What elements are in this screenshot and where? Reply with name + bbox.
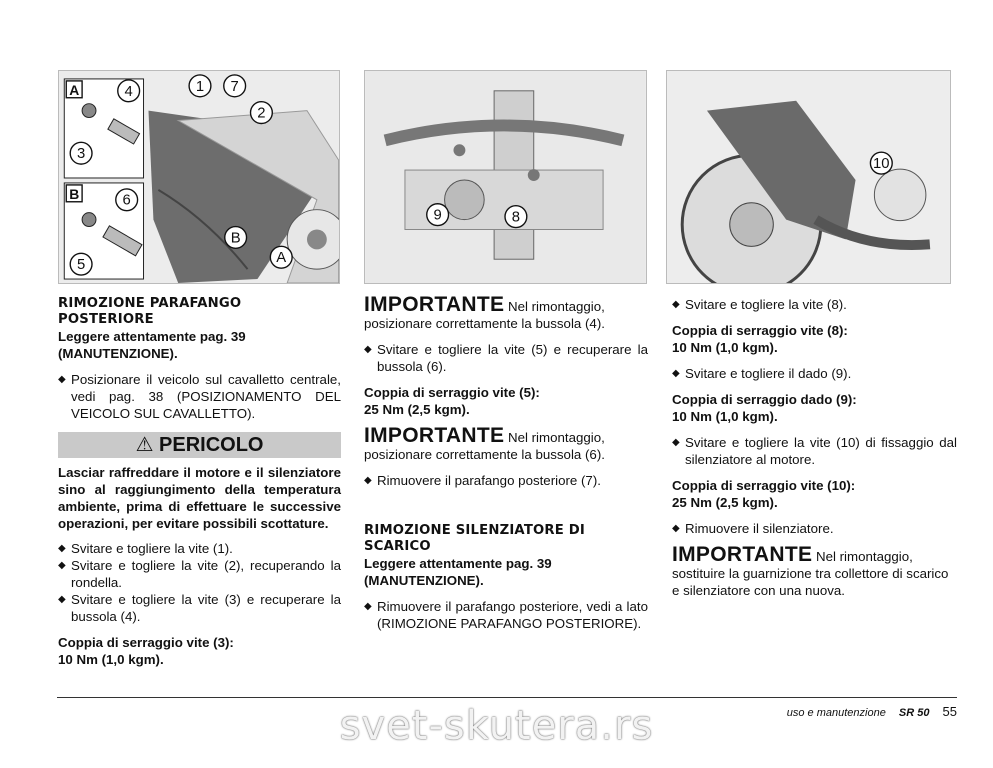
callout-1: 1 [195,78,205,95]
warning-text: Lasciar raffreddare il motore e il silenziatore sino al raggiungimento della temperatura ambiente, prima di effettuare le successive operazioni, per evitare possibili scottature. [58,465,341,531]
figure-silencer-bolts [364,70,647,284]
torque-label: Coppia di serraggio vite (8): [672,323,848,338]
list-item: ◆ Svitare e togliere la vite (5) e recuperare la bussola (6). [364,341,648,375]
callout-4: 4 [124,83,133,100]
important-note [672,543,957,599]
torque-label: Coppia di serraggio vite (5): [364,385,540,400]
important-note [364,293,648,332]
torque-value: 10 Nm (1,0 kgm). [672,409,778,424]
warning-banner [58,432,341,458]
footer-model: SR 50 [898,707,930,719]
callout-6: 6 [122,192,131,209]
read-note: Leggere attentamente pag. 39 (MANUTENZIONE). [58,329,246,361]
torque-value: 10 Nm (1,0 kgm). [58,652,164,667]
section-heading-silencer: RIMOZIONE SILENZIATORE DI SCARICO [364,523,586,554]
callout-2: 2 [257,105,266,122]
list-item: ◆ Rimuovere il parafango posteriore, vedi a lato (RIMOZIONE PARAFANGO POSTERIORE). [364,598,648,632]
page-number: 55 [942,704,957,719]
list-item: ◆ Posizionare il veicolo sul cavalletto centrale, vedi pag. 38 (POSIZIONAMENTO DEL VEICOLO SUL CAVALLETTO). [58,371,341,422]
important-label: IMPORTANTE [364,293,505,316]
important-text: Nel rimontaggio, posizionare correttamente la bussola (6). [364,430,605,462]
list-item: ◆ Rimuovere il parafango posteriore (7). [364,472,648,489]
column-3 [672,296,957,599]
important-label: IMPORTANTE [672,543,813,566]
list-item: ◆ Svitare e togliere la vite (3) e recuperare la bussola (4). [58,591,341,625]
torque-label: Coppia di serraggio dado (9): [672,392,857,407]
torque-value: 10 Nm (1,0 kgm). [672,340,778,355]
list-item: ◆ Rimuovere il silenziatore. [672,520,957,537]
read-note: Leggere attentamente pag. 39 (MANUTENZIONE). [364,556,552,588]
exhaust-illustration [667,71,950,283]
callout-9: 9 [433,207,442,224]
figure-fender-removal [58,70,340,284]
list-item: ◆ Svitare e togliere la vite (1). [58,540,341,557]
callout-3: 3 [76,146,86,163]
list-item: ◆ Svitare e togliere la vite (8). [672,296,957,313]
torque-value: 25 Nm (2,5 kgm). [364,402,470,417]
important-text: Nel rimontaggio, sostituire la guarnizione tra collettore di scarico e silenziatore con una nuova. [672,549,949,598]
warning-title: PERICOLO [159,434,264,456]
callout-part-b: B [230,230,241,247]
torque-label: Coppia di serraggio vite (10): [672,478,856,493]
callout-10: 10 [873,156,890,173]
important-label: IMPORTANTE [364,424,505,447]
important-note [364,424,648,463]
torque-value: 25 Nm (2,5 kgm). [672,495,778,510]
column-2 [364,293,648,632]
callout-5: 5 [76,257,86,274]
figure-exhaust-silencer [666,70,951,284]
label-a: A [69,81,80,98]
fender-illustration [59,71,339,283]
section-heading-fender: RIMOZIONE PARAFANGO POSTERIORE [58,296,242,327]
footer-divider [57,697,957,698]
torque-label: Coppia di serraggio vite (3): [58,635,234,650]
list-item: ◆ Svitare e togliere il dado (9). [672,365,957,382]
important-text: Nel rimontaggio, posizionare correttamente la bussola (4). [364,299,605,331]
warning-triangle-icon: ⚠ [135,434,154,456]
column-1 [58,296,341,668]
footer-manual-title: uso e manutenzione [786,707,886,719]
callout-7: 7 [230,78,239,95]
watermark: svet-skutera.rs [339,703,654,749]
silencer-mount-illustration [365,71,646,283]
callout-part-a: A [276,250,287,267]
label-b: B [69,185,80,202]
callout-8: 8 [511,209,521,226]
list-item: ◆ Svitare e togliere la vite (2), recuperando la rondella. [58,557,341,591]
list-item: ◆ Svitare e togliere la vite (10) di fissaggio dal silenziatore al motore. [672,434,957,468]
